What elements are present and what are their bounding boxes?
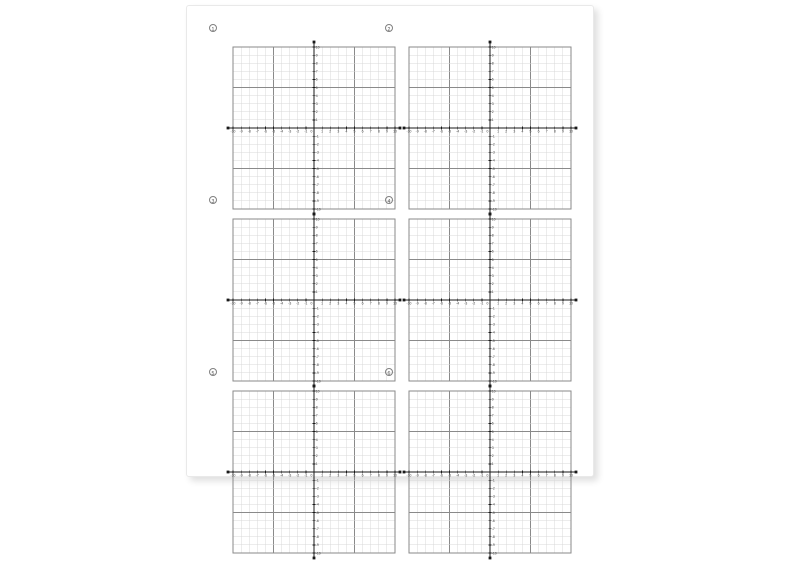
x-axis-label: -1 [304, 129, 308, 134]
x-axis-label: 3 [513, 473, 516, 478]
y-axis-label: 1 [491, 118, 494, 123]
y-axis-label: -8 [491, 363, 495, 368]
y-axis-label: -2 [315, 314, 319, 319]
x-axis-label: 5 [529, 301, 532, 306]
x-axis-label: 1 [497, 301, 500, 306]
y-axis-label: -6 [491, 174, 495, 179]
y-axis-label: -3 [315, 322, 319, 327]
x-axis-label: 3 [513, 129, 516, 134]
y-axis-label: -1 [315, 134, 319, 139]
y-axis-label: -10 [315, 207, 321, 212]
x-axis-label: -10 [406, 473, 412, 478]
y-axis-top-cap [313, 213, 316, 216]
x-axis-label: -3 [464, 129, 468, 134]
x-axis-label: 4 [521, 301, 524, 306]
y-axis-label: 8 [315, 233, 318, 238]
y-axis-label: -7 [315, 527, 319, 531]
y-axis-label: 6 [315, 421, 318, 426]
x-axis-label: 2 [329, 129, 332, 134]
x-axis-label: -5 [447, 129, 452, 134]
x-axis-label: 5 [529, 473, 532, 478]
x-axis-label: -2 [472, 129, 476, 134]
x-axis-label: 8 [553, 129, 556, 134]
y-axis-label: 3 [315, 274, 318, 278]
y-axis-label: 9 [315, 397, 318, 402]
y-axis-label: 2 [491, 110, 494, 115]
x-axis-label: 4 [345, 473, 348, 478]
x-axis-label: 2 [505, 129, 508, 134]
y-axis-label: 10 [315, 45, 320, 50]
x-axis-label: -2 [472, 473, 476, 478]
x-axis-left-cap [227, 127, 230, 130]
grid-svg [219, 205, 409, 395]
panel-number-badge: 3 [209, 196, 217, 204]
x-axis-label: -9 [239, 129, 243, 134]
x-axis-label: -3 [464, 301, 468, 306]
x-axis-label: 8 [553, 301, 556, 306]
y-axis-label: -6 [491, 346, 495, 351]
x-axis-label: 1 [321, 129, 324, 134]
x-axis-label: -6 [439, 129, 443, 134]
y-axis-label: 9 [491, 225, 494, 230]
y-axis-label: 3 [315, 446, 318, 450]
y-axis-label: 2 [491, 454, 494, 459]
y-axis-label: -2 [491, 314, 495, 319]
x-axis-label: -6 [439, 301, 443, 306]
cartesian-plane [219, 377, 409, 567]
panel-number-badge: 4 [385, 196, 393, 204]
grid-svg [395, 377, 585, 567]
y-axis-label: 1 [491, 290, 494, 295]
x-axis-label: -8 [423, 301, 427, 306]
x-axis-label: -7 [255, 473, 259, 478]
y-axis-bottom-cap [489, 557, 492, 560]
x-axis-label: -9 [415, 301, 419, 306]
y-axis-label: 5 [315, 429, 318, 434]
y-axis-label: 8 [491, 405, 494, 410]
x-axis-label: 4 [521, 129, 524, 134]
y-axis-label: -5 [315, 510, 319, 515]
x-axis-label: -10 [230, 473, 236, 478]
grid-svg [219, 33, 409, 223]
y-axis-label: -8 [315, 363, 319, 368]
x-axis-label: 3 [513, 301, 516, 306]
x-axis-label: 5 [529, 129, 532, 134]
y-axis-label: -4 [491, 502, 495, 507]
x-axis-label: 9 [561, 473, 564, 478]
y-axis-label: -3 [491, 322, 495, 327]
y-axis-label: -8 [491, 535, 495, 540]
y-axis-label: 2 [315, 282, 318, 287]
x-axis-label: 1 [497, 129, 500, 134]
x-axis-label: -5 [271, 129, 276, 134]
grid-svg [219, 377, 409, 567]
x-axis-label: 7 [369, 473, 372, 478]
y-axis-label: 7 [315, 69, 318, 74]
y-axis-label: 4 [315, 265, 318, 270]
x-axis-label: -9 [239, 473, 243, 478]
y-axis-label: -4 [491, 158, 495, 163]
x-axis-label: -2 [296, 129, 300, 134]
cartesian-plane [395, 205, 585, 395]
y-axis-label: 2 [491, 282, 494, 287]
x-axis-label: 2 [329, 473, 332, 478]
x-axis-label: 8 [377, 129, 380, 134]
y-axis-label: -8 [315, 191, 319, 196]
y-axis-label: 1 [315, 462, 318, 467]
y-axis-label: -7 [315, 183, 319, 187]
y-axis-label: -9 [491, 543, 495, 548]
y-axis-label: -4 [315, 330, 319, 335]
y-axis-label: -5 [315, 338, 319, 343]
x-axis-label: 1 [321, 301, 324, 306]
x-axis-label: 4 [345, 301, 348, 306]
y-axis-label: -7 [491, 527, 495, 531]
y-axis-label: 4 [491, 437, 494, 442]
x-axis-label: -2 [296, 301, 300, 306]
y-axis-label: -4 [315, 158, 319, 163]
y-axis-label: -5 [491, 166, 495, 171]
x-axis-label: 3 [337, 301, 340, 306]
x-axis-label: -4 [456, 473, 460, 478]
x-axis-label: 1 [321, 473, 324, 478]
y-axis-label: 6 [315, 77, 318, 82]
y-axis-label: -3 [315, 150, 319, 155]
y-axis-label: -9 [491, 371, 495, 376]
cartesian-plane [395, 33, 585, 223]
y-axis-label: -4 [315, 502, 319, 507]
x-axis-left-cap [403, 471, 406, 474]
cartesian-plane [395, 377, 585, 567]
x-axis-label: 10 [569, 473, 573, 478]
x-axis-label: 9 [385, 301, 388, 306]
x-axis-label: -10 [406, 129, 412, 134]
y-axis-label: 8 [491, 233, 494, 238]
y-axis-label: 4 [491, 265, 494, 270]
cartesian-plane [219, 33, 409, 223]
x-axis-label: -3 [288, 129, 292, 134]
y-axis-top-cap [489, 385, 492, 388]
y-axis-bottom-cap [313, 557, 316, 560]
y-axis-label: -10 [491, 207, 497, 212]
y-axis-top-cap [313, 385, 316, 388]
y-axis-label: 7 [491, 69, 494, 74]
axis-origin-label: 0 [310, 301, 313, 306]
y-axis-label: -10 [315, 551, 321, 556]
x-axis-label: -5 [447, 473, 452, 478]
x-axis-right-cap [575, 127, 578, 130]
y-axis-label: -5 [491, 338, 495, 343]
x-axis-label: 9 [385, 129, 388, 134]
x-axis-label: 10 [569, 301, 573, 306]
x-axis-label: -10 [230, 301, 236, 306]
x-axis-label: 10 [393, 301, 397, 306]
x-axis-label: -8 [247, 473, 251, 478]
y-axis-label: 5 [315, 257, 318, 262]
x-axis-label: -8 [423, 473, 427, 478]
x-axis-label: 6 [361, 129, 364, 134]
grid-svg [395, 33, 585, 223]
y-axis-label: 7 [315, 241, 318, 246]
x-axis-label: -6 [439, 473, 443, 478]
y-axis-label: 10 [491, 389, 496, 394]
x-axis-label: 5 [353, 129, 356, 134]
x-axis-label: -7 [255, 129, 259, 134]
y-axis-label: -6 [315, 346, 319, 351]
y-axis-label: -1 [491, 478, 495, 483]
y-axis-label: -9 [491, 199, 495, 204]
y-axis-label: 4 [491, 93, 494, 98]
y-axis-label: -1 [491, 306, 495, 311]
x-axis-label: 10 [393, 129, 397, 134]
y-axis-label: 8 [491, 61, 494, 66]
x-axis-label: 10 [393, 473, 397, 478]
y-axis-label: 4 [315, 93, 318, 98]
x-axis-label: -4 [280, 129, 284, 134]
y-axis-label: -2 [315, 142, 319, 147]
x-axis-label: -5 [447, 301, 452, 306]
y-axis-label: -10 [491, 551, 497, 556]
y-axis-label: 10 [491, 217, 496, 222]
x-axis-label: 9 [385, 473, 388, 478]
y-axis-label: -9 [315, 371, 319, 376]
y-axis-label: -6 [315, 174, 319, 179]
y-axis-label: 2 [315, 110, 318, 115]
y-axis-label: -6 [491, 518, 495, 523]
x-axis-label: 8 [377, 473, 380, 478]
y-axis-top-cap [489, 213, 492, 216]
y-axis-label: 9 [491, 397, 494, 402]
x-axis-label: -2 [296, 473, 300, 478]
y-axis-label: -5 [315, 166, 319, 171]
x-axis-label: 10 [569, 129, 573, 134]
y-axis-label: 7 [491, 413, 494, 418]
x-axis-label: -4 [456, 129, 460, 134]
x-axis-label: -1 [480, 129, 484, 134]
x-axis-left-cap [227, 471, 230, 474]
x-axis-label: 4 [521, 473, 524, 478]
x-axis-label: -9 [415, 473, 419, 478]
x-axis-label: 8 [377, 301, 380, 306]
y-axis-label: 5 [491, 257, 494, 262]
y-axis-label: 5 [491, 429, 494, 434]
x-axis-label: 2 [329, 301, 332, 306]
y-axis-label: 6 [491, 77, 494, 82]
x-axis-label: -1 [480, 301, 484, 306]
axis-origin-label: 0 [310, 473, 313, 478]
y-axis-label: -1 [315, 478, 319, 483]
y-axis-label: -5 [491, 510, 495, 515]
y-axis-label: 10 [491, 45, 496, 50]
y-axis-label: 6 [315, 249, 318, 254]
cartesian-plane [219, 205, 409, 395]
y-axis-label: 7 [491, 241, 494, 246]
panel-number-badge: 6 [385, 368, 393, 376]
y-axis-label: 1 [491, 462, 494, 467]
x-axis-label: 6 [537, 129, 540, 134]
y-axis-label: 9 [315, 225, 318, 230]
y-axis-label: -3 [491, 494, 495, 499]
y-axis-label: -7 [315, 355, 319, 359]
y-axis-label: -3 [491, 150, 495, 155]
y-axis-label: 10 [315, 217, 320, 222]
x-axis-label: 2 [505, 301, 508, 306]
x-axis-label: 7 [545, 301, 548, 306]
grid-svg [395, 205, 585, 395]
x-axis-label: 9 [561, 129, 564, 134]
y-axis-label: 4 [315, 437, 318, 442]
x-axis-label: -4 [280, 301, 284, 306]
x-axis-label: 1 [497, 473, 500, 478]
y-axis-label: 6 [491, 249, 494, 254]
x-axis-label: 7 [545, 129, 548, 134]
x-axis-label: 7 [369, 301, 372, 306]
x-axis-label: -6 [263, 301, 267, 306]
axis-origin-label: 0 [310, 129, 313, 134]
y-axis-label: 3 [491, 274, 494, 278]
x-axis-right-cap [575, 471, 578, 474]
x-axis-label: -8 [247, 129, 251, 134]
y-axis-label: -7 [491, 183, 495, 187]
y-axis-label: 6 [491, 421, 494, 426]
y-axis-label: 5 [491, 85, 494, 90]
x-axis-label: 6 [361, 301, 364, 306]
axis-origin-label: 0 [486, 301, 489, 306]
y-axis-label: -3 [315, 494, 319, 499]
x-axis-label: 7 [545, 473, 548, 478]
y-axis-label: -2 [491, 142, 495, 147]
y-axis-label: -10 [491, 379, 497, 384]
y-axis-label: -6 [315, 518, 319, 523]
x-axis-label: 2 [505, 473, 508, 478]
y-axis-label: -1 [315, 306, 319, 311]
x-axis-label: -1 [304, 301, 308, 306]
x-axis-right-cap [575, 299, 578, 302]
x-axis-label: -7 [431, 129, 435, 134]
x-axis-label: -7 [431, 473, 435, 478]
x-axis-left-cap [227, 299, 230, 302]
x-axis-label: 6 [361, 473, 364, 478]
panel-number-badge: 2 [385, 24, 393, 32]
worksheet-content [187, 6, 593, 556]
x-axis-label: -2 [472, 301, 476, 306]
x-axis-label: 5 [353, 301, 356, 306]
x-axis-left-cap [403, 299, 406, 302]
y-axis-label: 3 [491, 446, 494, 450]
x-axis-label: -5 [271, 473, 276, 478]
y-axis-label: -2 [491, 486, 495, 491]
y-axis-label: 1 [315, 290, 318, 295]
y-axis-label: 8 [315, 61, 318, 66]
x-axis-label: 9 [561, 301, 564, 306]
y-axis-label: 3 [491, 102, 494, 106]
y-axis-label: 7 [315, 413, 318, 418]
x-axis-label: -1 [480, 473, 484, 478]
axis-origin-label: 0 [486, 129, 489, 134]
x-axis-label: -10 [230, 129, 236, 134]
y-axis-label: 1 [315, 118, 318, 123]
x-axis-label: -10 [406, 301, 412, 306]
x-axis-label: -9 [415, 129, 419, 134]
panel-number-badge: 5 [209, 368, 217, 376]
y-axis-top-cap [489, 41, 492, 44]
y-axis-top-cap [313, 41, 316, 44]
x-axis-label: 7 [369, 129, 372, 134]
panel-number-badge: 1 [209, 24, 217, 32]
y-axis-label: 10 [315, 389, 320, 394]
x-axis-label: -8 [247, 301, 251, 306]
x-axis-label: 5 [353, 473, 356, 478]
y-axis-label: 9 [491, 53, 494, 58]
x-axis-label: -3 [288, 473, 292, 478]
y-axis-label: -9 [315, 543, 319, 548]
y-axis-label: -7 [491, 355, 495, 359]
y-axis-label: -8 [491, 191, 495, 196]
x-axis-label: -7 [431, 301, 435, 306]
axis-origin-label: 0 [486, 473, 489, 478]
x-axis-label: 6 [537, 301, 540, 306]
y-axis-label: -8 [315, 535, 319, 540]
x-axis-label: 4 [345, 129, 348, 134]
x-axis-label: -1 [304, 473, 308, 478]
x-axis-label: -7 [255, 301, 259, 306]
x-axis-label: -3 [288, 301, 292, 306]
x-axis-label: -4 [456, 301, 460, 306]
y-axis-label: 9 [315, 53, 318, 58]
y-axis-label: -9 [315, 199, 319, 204]
x-axis-label: -5 [271, 301, 276, 306]
x-axis-label: -6 [263, 473, 267, 478]
y-axis-label: -1 [491, 134, 495, 139]
y-axis-label: -4 [491, 330, 495, 335]
y-axis-label: 5 [315, 85, 318, 90]
x-axis-label: -6 [263, 129, 267, 134]
y-axis-label: -10 [315, 379, 321, 384]
x-axis-label: 6 [537, 473, 540, 478]
y-axis-label: 3 [315, 102, 318, 106]
x-axis-label: 3 [337, 129, 340, 134]
x-axis-label: -9 [239, 301, 243, 306]
y-axis-label: 2 [315, 454, 318, 459]
worksheet-page [186, 5, 594, 556]
x-axis-label: -4 [280, 473, 284, 478]
x-axis-left-cap [403, 127, 406, 130]
x-axis-label: 3 [337, 473, 340, 478]
y-axis-label: -2 [315, 486, 319, 491]
x-axis-label: -8 [423, 129, 427, 134]
x-axis-label: -3 [464, 473, 468, 478]
x-axis-label: 8 [553, 473, 556, 478]
y-axis-label: 8 [315, 405, 318, 410]
